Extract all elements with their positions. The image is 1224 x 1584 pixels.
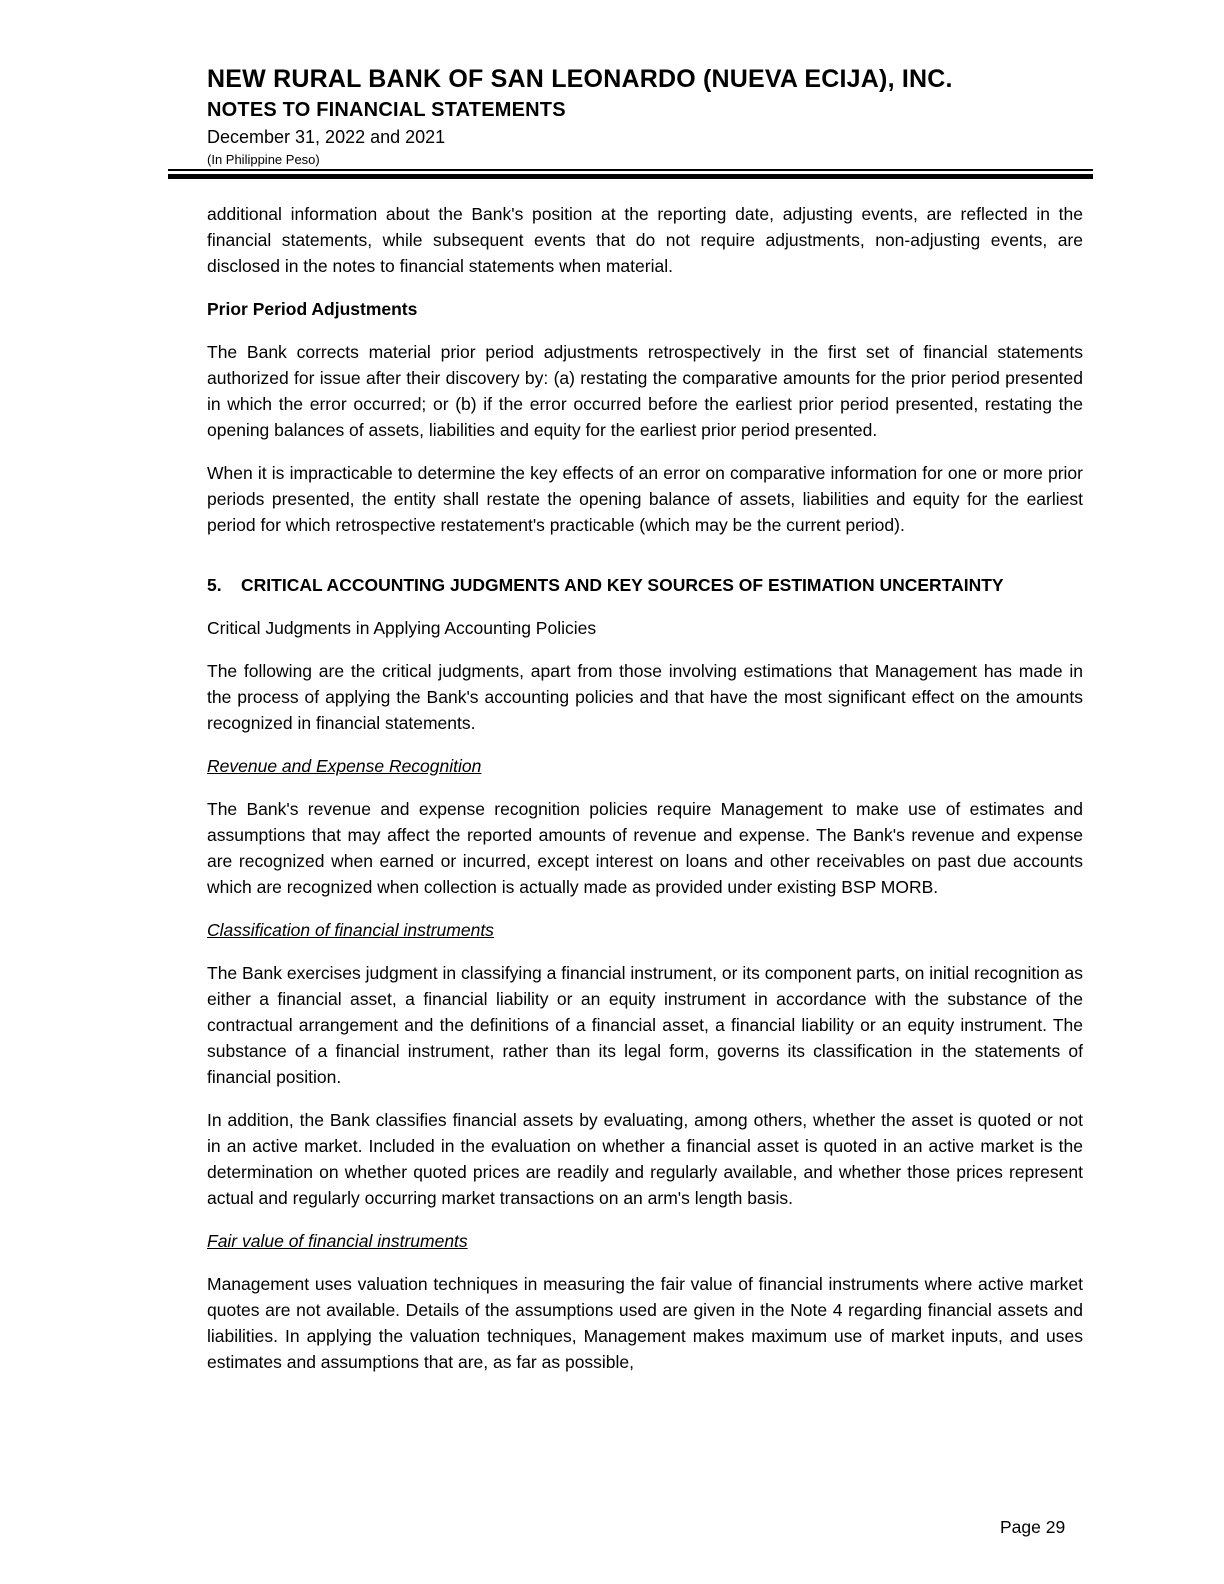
header-rule-thick [168,174,1093,179]
heading-classification-financial-instruments: Classification of financial instruments [207,920,494,940]
heading-prior-period-adjustments: Prior Period Adjustments [207,299,418,319]
bank-name: NEW RURAL BANK OF SAN LEONARDO (NUEVA ECIJA), INC. [207,65,953,93]
paragraph-critical-judgments-intro: The following are the critical judgments, apart from those involving estimations that Management has made in the process of applying the Bank's accounting policies and that have the most significant effect on the amounts recognized in financial statements. [207,661,1083,733]
paragraph-subsequent-events: additional information about the Bank's position at the reporting date, adjusting events, are reflected in the financial statements, while subsequent events that do not require adjustments, non-adjusting events, are disclosed in the notes to financial statements when material. [207,204,1083,276]
paragraph-classification-1: The Bank exercises judgment in classifying a financial instrument, or its component parts, on initial recognition as either a financial asset, a financial liability or an equity instrument in accordance with the substance of the contractual arrangement and the definitions of a financial asset, a financial liability or an equity instrument. The substance of a financial instrument, rather than its legal form, governs its classification in the statements of financial position. [207,963,1083,1087]
section-5-number: 5. [207,575,222,595]
paragraph-fair-value: Management uses valuation techniques in measuring the fair value of financial instruments where active market quotes are not available. Details of the assumptions used are given in the Note 4 regarding financial assets and liabilities. In applying the valuation techniques, Management makes maximum use of market inputs, and uses estimates and assumptions that are, as far as possible, [207,1274,1083,1372]
date-line: December 31, 2022 and 2021 [207,127,446,147]
heading-fair-value-financial-instruments: Fair value of financial instruments [207,1231,468,1251]
currency-line: (In Philippine Peso) [207,152,320,167]
heading-section-5 [207,572,1083,598]
subheading-critical-judgments: Critical Judgments in Applying Accounting Policies [207,618,597,638]
heading-revenue-expense-recognition: Revenue and Expense Recognition [207,756,482,776]
header-rule-thin [168,169,1093,171]
paragraph-prior-period-1: The Bank corrects material prior period adjustments retrospectively in the first set of financial statements authorized for issue after their discovery by: (a) restating the comparative amounts for the prior period presented in which the error occurred; or (b) if the error occurred before the earliest prior period presented, restating the opening balances of assets, liabilities and equity for the earliest prior period presented. [207,342,1083,440]
paragraph-classification-2: In addition, the Bank classifies financial assets by evaluating, among others, whether the asset is quoted or not in an active market. Included in the evaluation on whether a financial asset is quoted in an active market is the determination on whether quoted prices are readily and regularly available, and whether those prices represent actual and regularly occurring market transactions on an arm's length basis. [207,1110,1083,1208]
paragraph-revenue-expense: The Bank's revenue and expense recognition policies require Management to make use of estimates and assumptions that may affect the reported amounts of revenue and expense. The Bank's revenue and expense are recognized when earned or incurred, except interest on loans and other receivables on past due accounts which are recognized when collection is actually made as provided under existing BSP MORB. [207,799,1083,897]
paragraph-prior-period-2: When it is impracticable to determine the key effects of an error on comparative information for one or more prior periods presented, the entity shall restate the opening balance of assets, liabilities and equity for the earliest period for which retrospective restatement's practicable (which may be the current period). [207,463,1083,535]
section-5-title: CRITICAL ACCOUNTING JUDGMENTS AND KEY SOURCES OF ESTIMATION UNCERTAINTY [241,575,1004,595]
header-rule [168,169,1093,179]
page-number: Page 29 [1000,1517,1066,1537]
document-body [207,201,1083,1375]
document-header [207,64,1083,179]
document-title: NOTES TO FINANCIAL STATEMENTS [207,99,566,121]
